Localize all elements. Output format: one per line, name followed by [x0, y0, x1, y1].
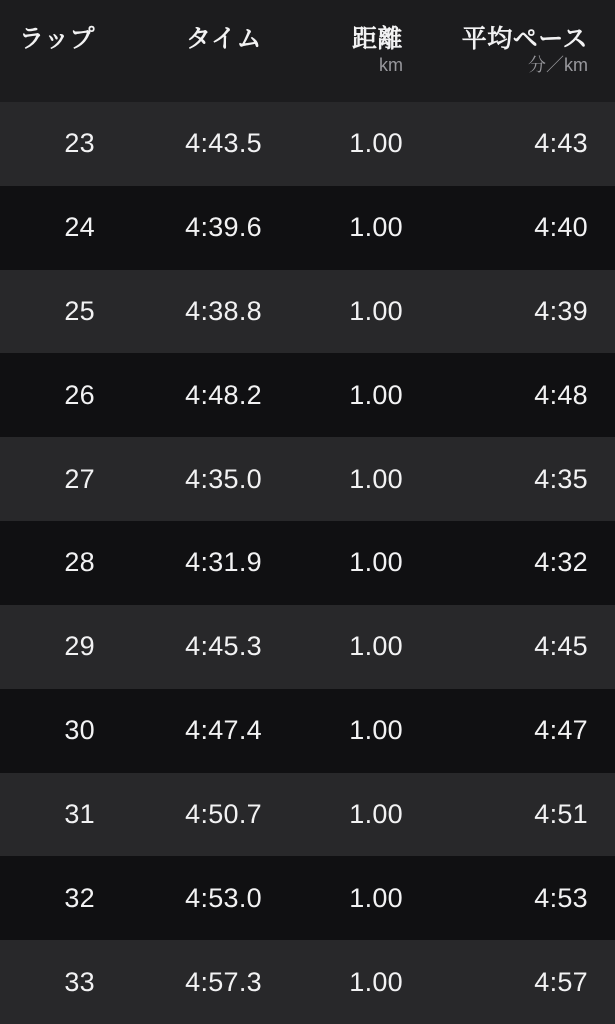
column-label-lap: ラップ [18, 25, 95, 53]
column-header-time [95, 24, 262, 102]
distance-cell: 1.00 [349, 798, 403, 829]
column-unit-lap [0, 54, 95, 76]
time-cell: 4:57.3 [185, 966, 262, 997]
time-cell: 4:53.0 [185, 882, 262, 913]
column-unit-distance: km [379, 55, 403, 75]
lap-cell: 23 [64, 128, 95, 159]
lap-cell: 26 [64, 379, 95, 410]
lap-row [0, 856, 615, 940]
lap-row [0, 605, 615, 689]
lap-cell: 30 [64, 715, 95, 746]
time-cell: 4:43.5 [185, 128, 262, 159]
pace-cell: 4:48 [534, 379, 588, 410]
pace-cell: 4:43 [534, 128, 588, 159]
pace-cell: 4:32 [534, 547, 588, 578]
distance-cell: 1.00 [349, 379, 403, 410]
time-cell: 4:39.6 [185, 212, 262, 243]
distance-cell: 1.00 [349, 128, 403, 159]
lap-row [0, 940, 615, 1024]
time-cell: 4:47.4 [185, 715, 262, 746]
distance-cell: 1.00 [349, 463, 403, 494]
lap-cell: 27 [64, 463, 95, 494]
time-cell: 4:50.7 [185, 798, 262, 829]
column-label-pace: 平均ペース [461, 25, 588, 53]
distance-cell: 1.00 [349, 631, 403, 662]
time-cell: 4:31.9 [185, 547, 262, 578]
lap-row [0, 689, 615, 773]
lap-cell: 31 [64, 798, 95, 829]
distance-cell: 1.00 [349, 547, 403, 578]
column-label-time: タイム [185, 25, 262, 53]
pace-cell: 4:45 [534, 631, 588, 662]
lap-cell: 25 [64, 296, 95, 327]
lap-row [0, 521, 615, 605]
distance-cell: 1.00 [349, 966, 403, 997]
lap-row [0, 437, 615, 521]
column-unit-pace: 分／km [528, 55, 588, 75]
distance-cell: 1.00 [349, 212, 403, 243]
pace-cell: 4:47 [534, 715, 588, 746]
time-cell: 4:48.2 [185, 379, 262, 410]
lap-row [0, 186, 615, 270]
lap-table-body[interactable] [0, 102, 615, 1024]
lap-row [0, 102, 615, 186]
table-header [0, 0, 615, 102]
lap-cell: 32 [64, 882, 95, 913]
distance-cell: 1.00 [349, 715, 403, 746]
pace-cell: 4:35 [534, 463, 588, 494]
column-unit-time [95, 54, 262, 76]
lap-cell: 28 [64, 547, 95, 578]
distance-cell: 1.00 [349, 296, 403, 327]
lap-row [0, 773, 615, 857]
pace-cell: 4:51 [534, 798, 588, 829]
lap-cell: 29 [64, 631, 95, 662]
lap-row [0, 353, 615, 437]
lap-cell: 24 [64, 212, 95, 243]
pace-cell: 4:40 [534, 212, 588, 243]
lap-cell: 33 [64, 966, 95, 997]
column-header-distance [262, 24, 403, 102]
distance-cell: 1.00 [349, 882, 403, 913]
pace-cell: 4:57 [534, 966, 588, 997]
pace-cell: 4:39 [534, 296, 588, 327]
lap-row [0, 270, 615, 354]
time-cell: 4:45.3 [185, 631, 262, 662]
time-cell: 4:35.0 [185, 463, 262, 494]
column-header-pace [403, 24, 615, 102]
column-header-lap [0, 24, 95, 102]
time-cell: 4:38.8 [185, 296, 262, 327]
column-label-distance: 距離 [351, 25, 403, 53]
pace-cell: 4:53 [534, 882, 588, 913]
